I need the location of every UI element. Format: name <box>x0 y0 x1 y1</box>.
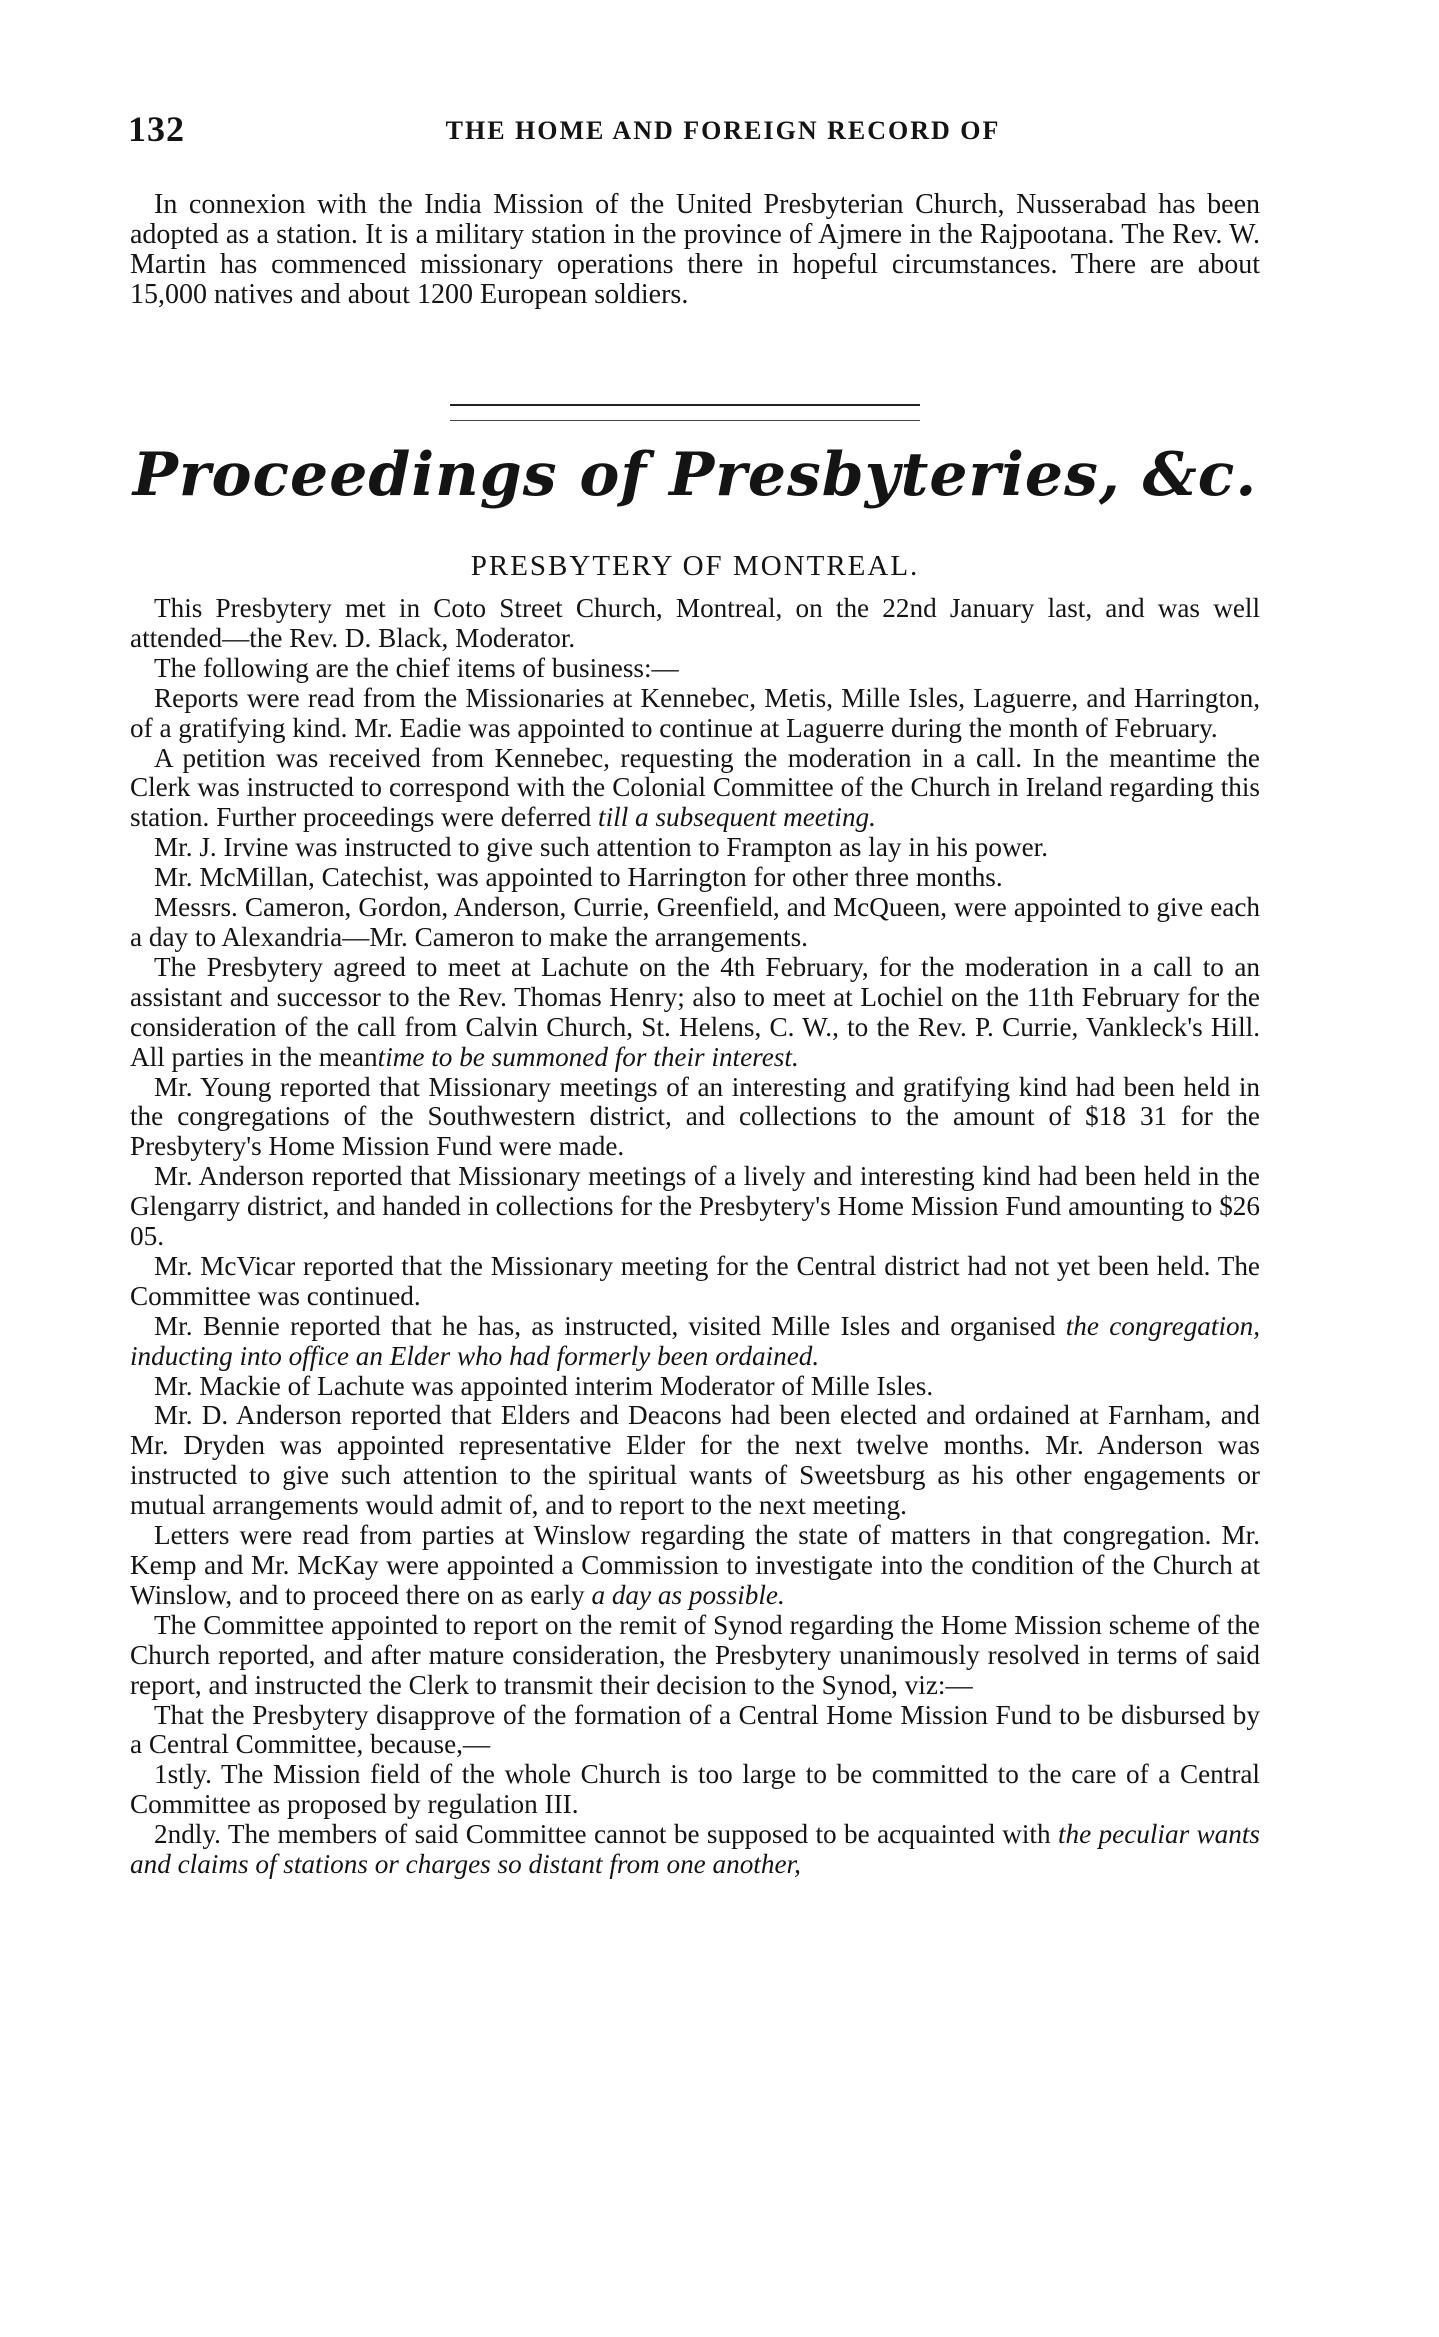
paragraph: Mr. D. Anderson reported that Elders and Deacons had been elected and ordained at Farnham, and Mr. Dryden was appointed representative Elder for the next twelve months. Mr. Anderson was instructed to give such attention to the spiritual wants of Sweetsburg as his other engagements or mutual arrangements would admit of, and to report to the next meeting. <box>130 1400 1260 1521</box>
italic-text: till a subsequent meeting. <box>598 802 876 833</box>
paragraph: Reports were read from the Missionaries at Kennebec, Metis, Mille Isles, Laguerre, and Harrington, of a gratifying kind. Mr. Eadie was appointed to continue at Laguerre during the month of February. <box>130 682 1260 743</box>
italic-text: the congregation, inducting into office an Elder who had formerly been ordained. <box>130 1310 1260 1371</box>
paragraph <box>130 953 1260 1073</box>
page-header <box>128 108 1268 158</box>
presbytery-heading: PRESBYTERY OF MONTREAL. <box>470 550 920 582</box>
paragraph: Mr. Mackie of Lachute was appointed interim Moderator of Mille Isles. <box>154 1370 934 1401</box>
paragraph: Mr. McMillan, Catechist, was appointed to Harrington for other three months. <box>154 862 1003 893</box>
paragraph: This Presbytery met in Coto Street Church, Montreal, on the 22nd January last, and was well attended—the Rev. D. Black, Moderator. <box>130 593 1260 653</box>
proceedings-body <box>130 594 1260 1880</box>
section-divider <box>450 404 920 421</box>
paragraph: The following are the chief items of business:— <box>154 652 679 683</box>
paragraph-text: 2ndly. The members of said Committee cannot be supposed to be acquainted with <box>154 1819 1058 1850</box>
paragraph <box>130 1312 1260 1372</box>
italic-text: the peculiar wants and claims of stations or charges so distant from one another, <box>130 1819 1260 1880</box>
paragraph: That the Presbytery disapprove of the formation of a Central Home Mission Fund to be disbursed by a Central Committee, because,— <box>130 1699 1260 1760</box>
italic-text: time to be summoned for their interest. <box>377 1041 799 1072</box>
paragraph: Mr. J. Irvine was instructed to give such attention to Frampton as lay in his power. <box>154 832 1049 863</box>
paragraph-text: Mr. Bennie reported that he has, as instructed, visited Mille Isles and organised <box>154 1310 1066 1341</box>
paragraph: Mr. Young reported that Missionary meetings of an interesting and gratifying kind had been held in the congregations of the Southwestern district, and collections to the amount of $18 31 for the Presbytery's Home Mission Fund were made. <box>130 1071 1260 1162</box>
paragraph: Mr. Anderson reported that Missionary meetings of a lively and interesting kind had been held in the Glengarry district, and handed in collections for the Presbytery's Home Mission Fund amounting to $26 05. <box>130 1161 1260 1252</box>
paragraph-text: A petition was received from Kennebec, requesting the moderation in a call. In the meantime the Clerk was instructed to correspond with the Colonial Committee of the Church in Ireland regarding this station. Further proceedings were deferred <box>130 742 1260 833</box>
italic-text: a day as possible. <box>591 1579 785 1610</box>
page-number: 132 <box>128 109 185 149</box>
paragraph-text: The Presbytery agreed to meet at Lachute on the 4th February, for the moderation in a call to an assistant and successor to the Rev. Thomas Henry; also to meet at Lochiel on the 11th February for the consideration of the call from Calvin Church, St. Helens, C. W., to the Rev. P. Currie, Vankleck's Hill. All parties in the mean <box>130 951 1260 1072</box>
paragraph: 1stly. The Mission field of the whole Church is too large to be committed to the care of a Central Committee as proposed by regulation III. <box>130 1759 1260 1820</box>
paragraph <box>130 1820 1260 1880</box>
paragraph <box>130 744 1260 834</box>
paragraph: The Committee appointed to report on the remit of Synod regarding the Home Mission scheme of the Church reported, and after mature consideration, the Presbytery unanimously resolved in terms of said report, and instructed the Clerk to transmit their decision to the Synod, viz:— <box>130 1609 1260 1700</box>
intro-paragraph: In connexion with the India Mission of the United Presbyterian Church, Nusserabad has been adopted as a station. It is a military station in the province of Ajmere in the Rajpootana. The Rev. W. Martin has commenced missionary operations there in hopeful circumstances. There are about 15,000 natives and about 1200 European soldiers. <box>130 189 1260 310</box>
paragraph: Mr. McVicar reported that the Missionary meeting for the Central district had not yet been held. The Committee was continued. <box>130 1250 1260 1311</box>
running-title: THE HOME AND FOREIGN RECORD OF <box>445 116 1001 145</box>
paragraph: Messrs. Cameron, Gordon, Anderson, Currie, Greenfield, and McQueen, were appointed to give each a day to Alexandria—Mr. Cameron to make the arrangements. <box>130 892 1260 952</box>
paragraph <box>130 1521 1260 1611</box>
paragraph-text: Letters were read from parties at Winslow regarding the state of matters in that congregation. Mr. Kemp and Mr. McKay were appointed a Commission to investigate into the condition of the Church at Winslow, and to proceed there on as early <box>130 1520 1260 1610</box>
intro-section <box>130 190 1260 310</box>
section-title: Proceedings of Presbyteries, &c. <box>132 440 1258 510</box>
